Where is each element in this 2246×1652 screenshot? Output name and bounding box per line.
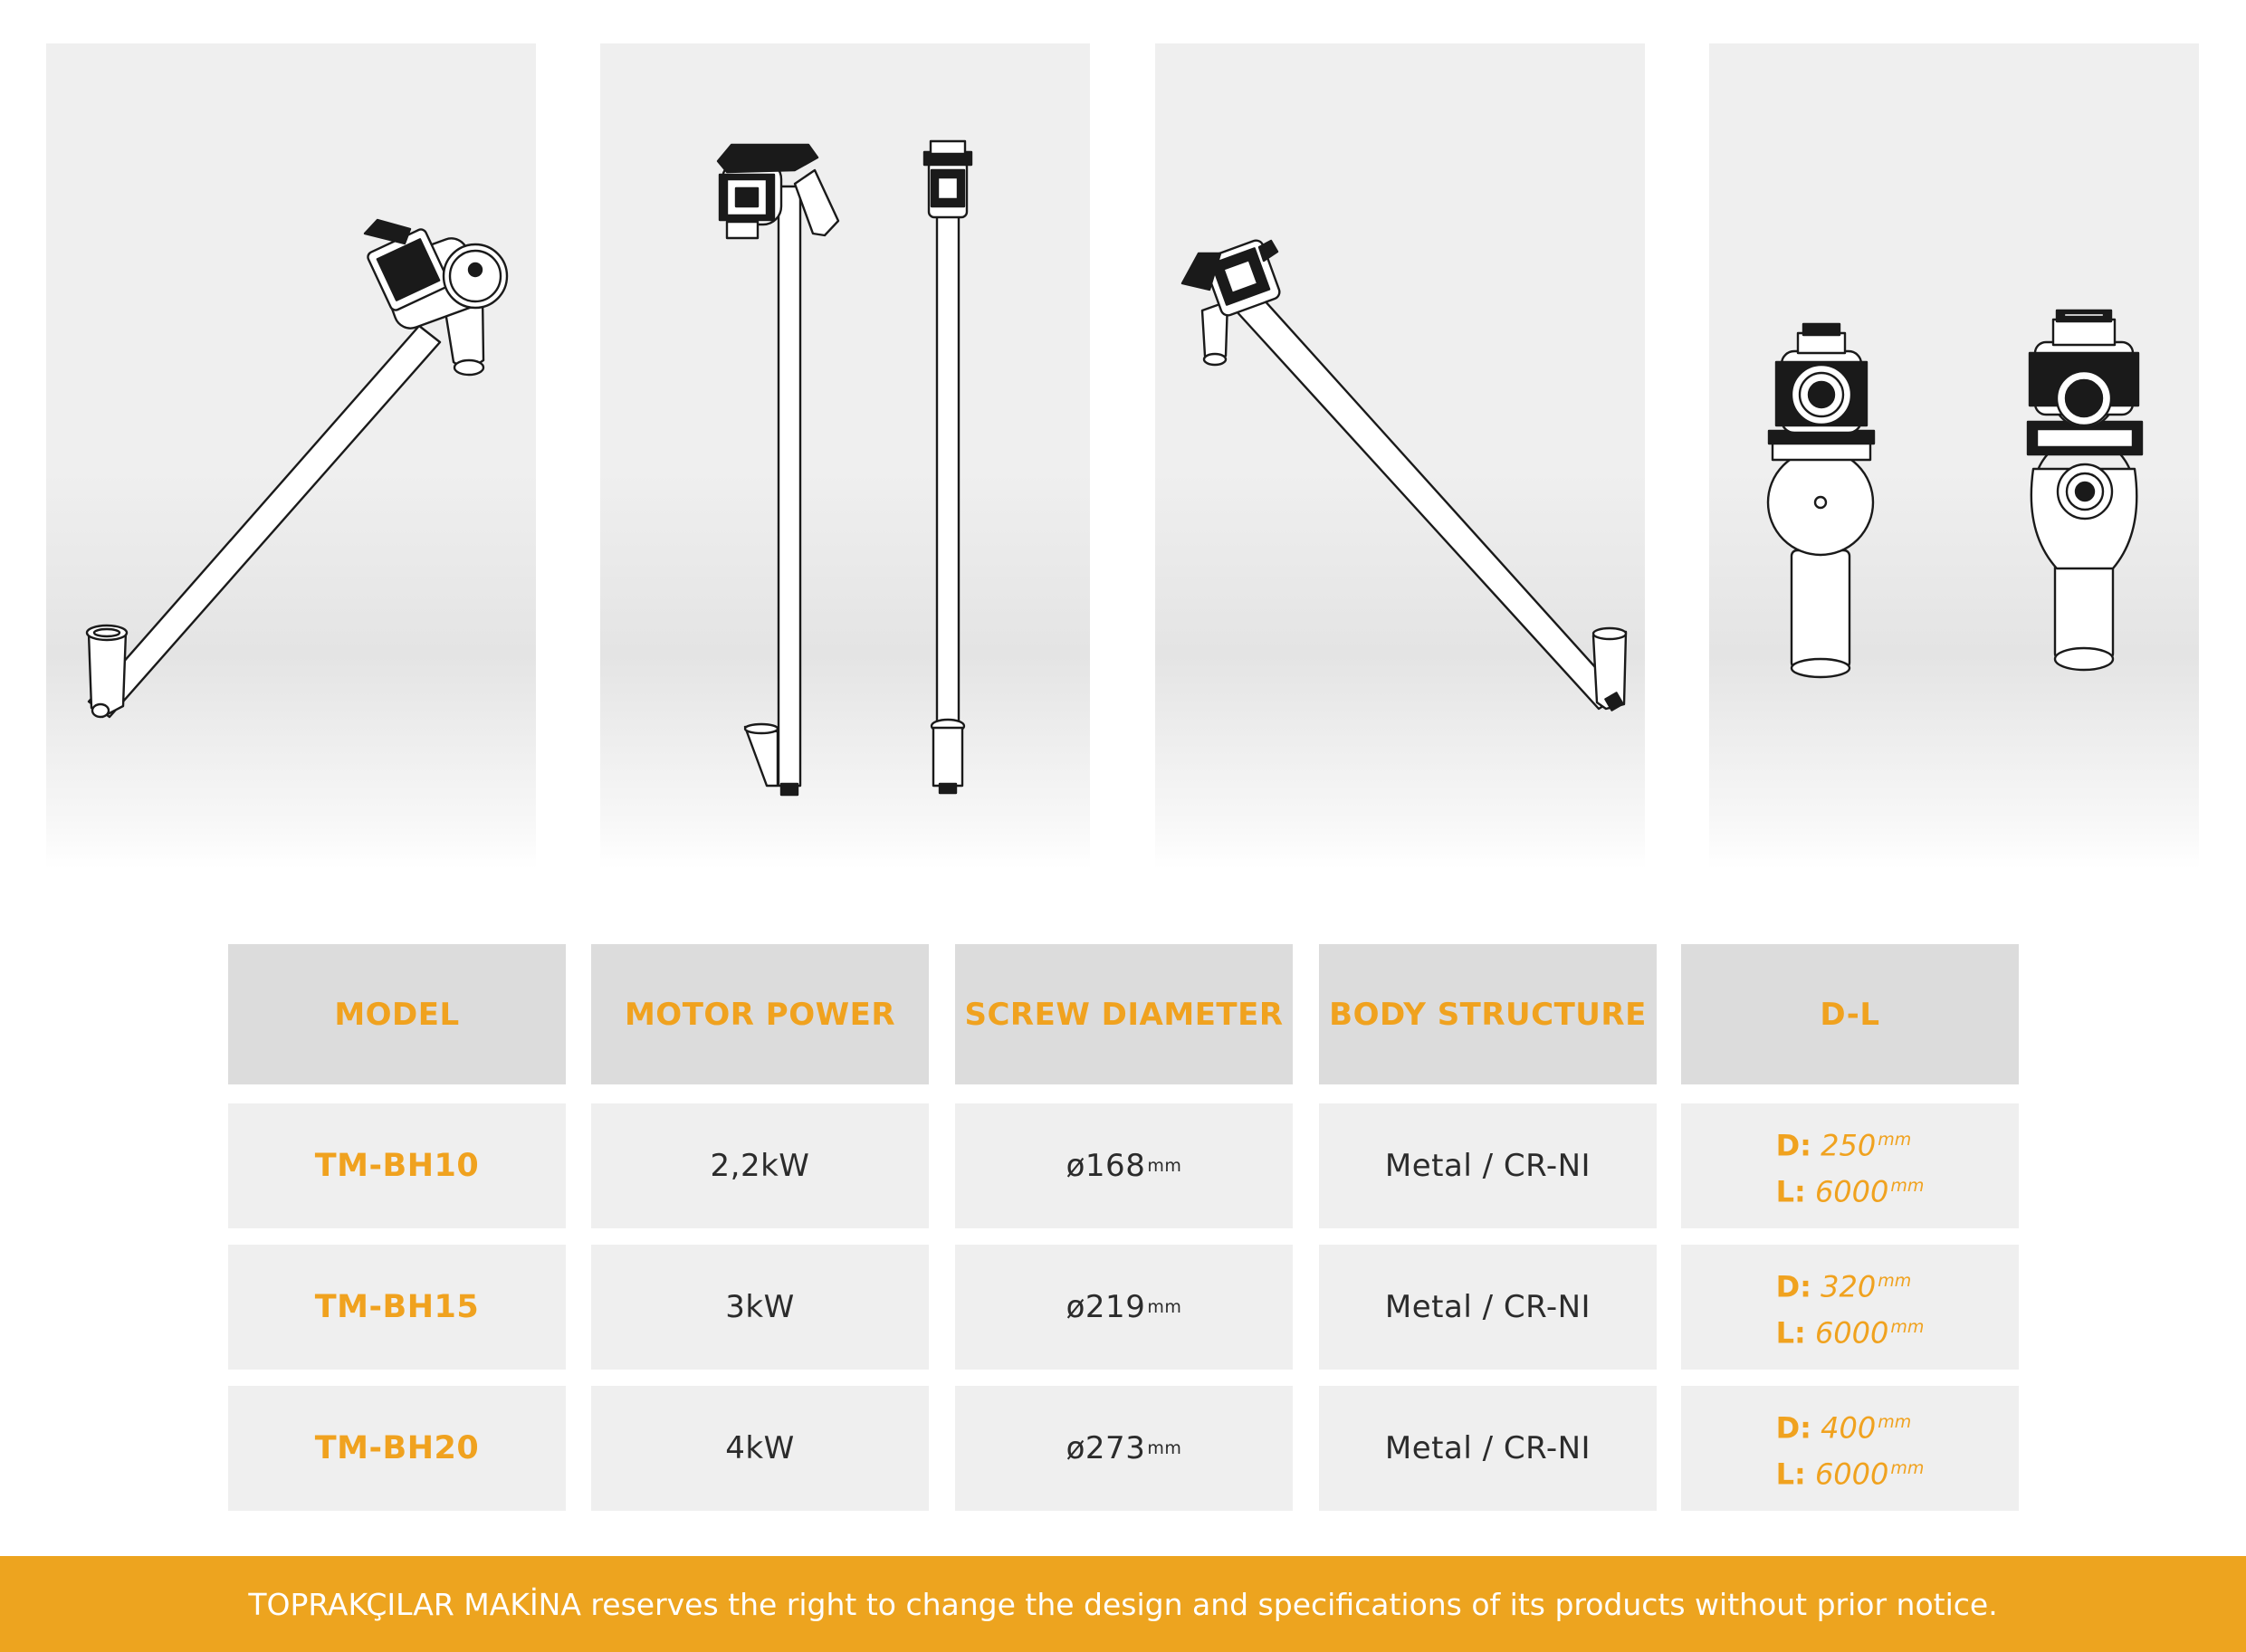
auger-tube (1217, 272, 1620, 709)
header-model: MODEL (228, 944, 566, 1084)
l-unit: mm (1890, 1317, 1925, 1337)
auger-angled-left-view (1155, 43, 1645, 869)
screw-diameter-unit: mm (1147, 1297, 1182, 1317)
d-label: D: (1775, 1411, 1811, 1446)
d-value: 320 (1821, 1270, 1877, 1304)
auger-outlet (795, 170, 838, 235)
l-value: 6000 (1814, 1315, 1889, 1351)
footer-banner (0, 1556, 2246, 1652)
header-motor-power: MOTOR POWER (591, 944, 929, 1084)
screw-diameter-value: ø168 (1066, 1148, 1146, 1184)
row-3-motor-power: 4kW (591, 1386, 929, 1511)
row-3-screw-diameter (955, 1386, 1293, 1511)
auger-top-motor-views (1709, 43, 2199, 869)
l-unit: mm (1890, 1176, 1925, 1196)
auger-tube (779, 186, 800, 786)
row-1-model: TM-BH10 (228, 1103, 566, 1228)
screw-diameter-unit: mm (1147, 1438, 1182, 1458)
row-2-model: TM-BH15 (228, 1245, 566, 1370)
row-3-model: TM-BH20 (228, 1386, 566, 1511)
auger-inlet (745, 727, 778, 786)
screw-diameter-value: ø219 (1066, 1289, 1146, 1325)
d-unit: mm (1878, 1412, 1912, 1433)
header-body-structure: BODY STRUCTURE (1319, 944, 1657, 1084)
l-unit: mm (1890, 1458, 1925, 1478)
auger-tube (1792, 550, 1849, 668)
row-1-screw-diameter (955, 1103, 1293, 1228)
auger-tube (937, 215, 959, 777)
d-label: D: (1775, 1270, 1811, 1304)
auger-tube (89, 326, 440, 717)
d-value: 400 (1821, 1411, 1877, 1446)
row-2-body-structure: Metal / CR-NI (1319, 1245, 1657, 1370)
row-2-motor-power: 3kW (591, 1245, 929, 1370)
row-2-screw-diameter (955, 1245, 1293, 1370)
l-label: L: (1775, 1174, 1806, 1209)
screw-diameter-value: ø273 (1066, 1430, 1146, 1466)
header-screw-diameter: SCREW DIAMETER (955, 944, 1293, 1084)
d-unit: mm (1878, 1271, 1912, 1292)
d-unit: mm (1878, 1130, 1912, 1151)
header-d-l: D-L (1681, 944, 2019, 1084)
auger-inlet (89, 632, 126, 717)
footer-disclaimer: TOPRAKÇILAR MAKİNA reserves the right to change the design and specifications of its products without prior notice. (248, 1586, 1998, 1622)
row-3-d-l (1681, 1386, 2019, 1511)
l-label: L: (1775, 1315, 1806, 1351)
d-label: D: (1775, 1129, 1811, 1163)
auger-angled-right-view (46, 43, 536, 869)
l-label: L: (1775, 1456, 1806, 1492)
l-value: 6000 (1814, 1174, 1889, 1209)
l-value: 6000 (1814, 1456, 1889, 1492)
row-1-body-structure: Metal / CR-NI (1319, 1103, 1657, 1228)
d-value: 250 (1821, 1129, 1877, 1163)
row-2-d-l (1681, 1245, 2019, 1370)
row-3-body-structure: Metal / CR-NI (1319, 1386, 1657, 1511)
screw-diameter-unit: mm (1147, 1156, 1182, 1176)
row-1-d-l (1681, 1103, 2019, 1228)
auger-vertical-views (600, 43, 1090, 869)
row-1-motor-power: 2,2kW (591, 1103, 929, 1228)
